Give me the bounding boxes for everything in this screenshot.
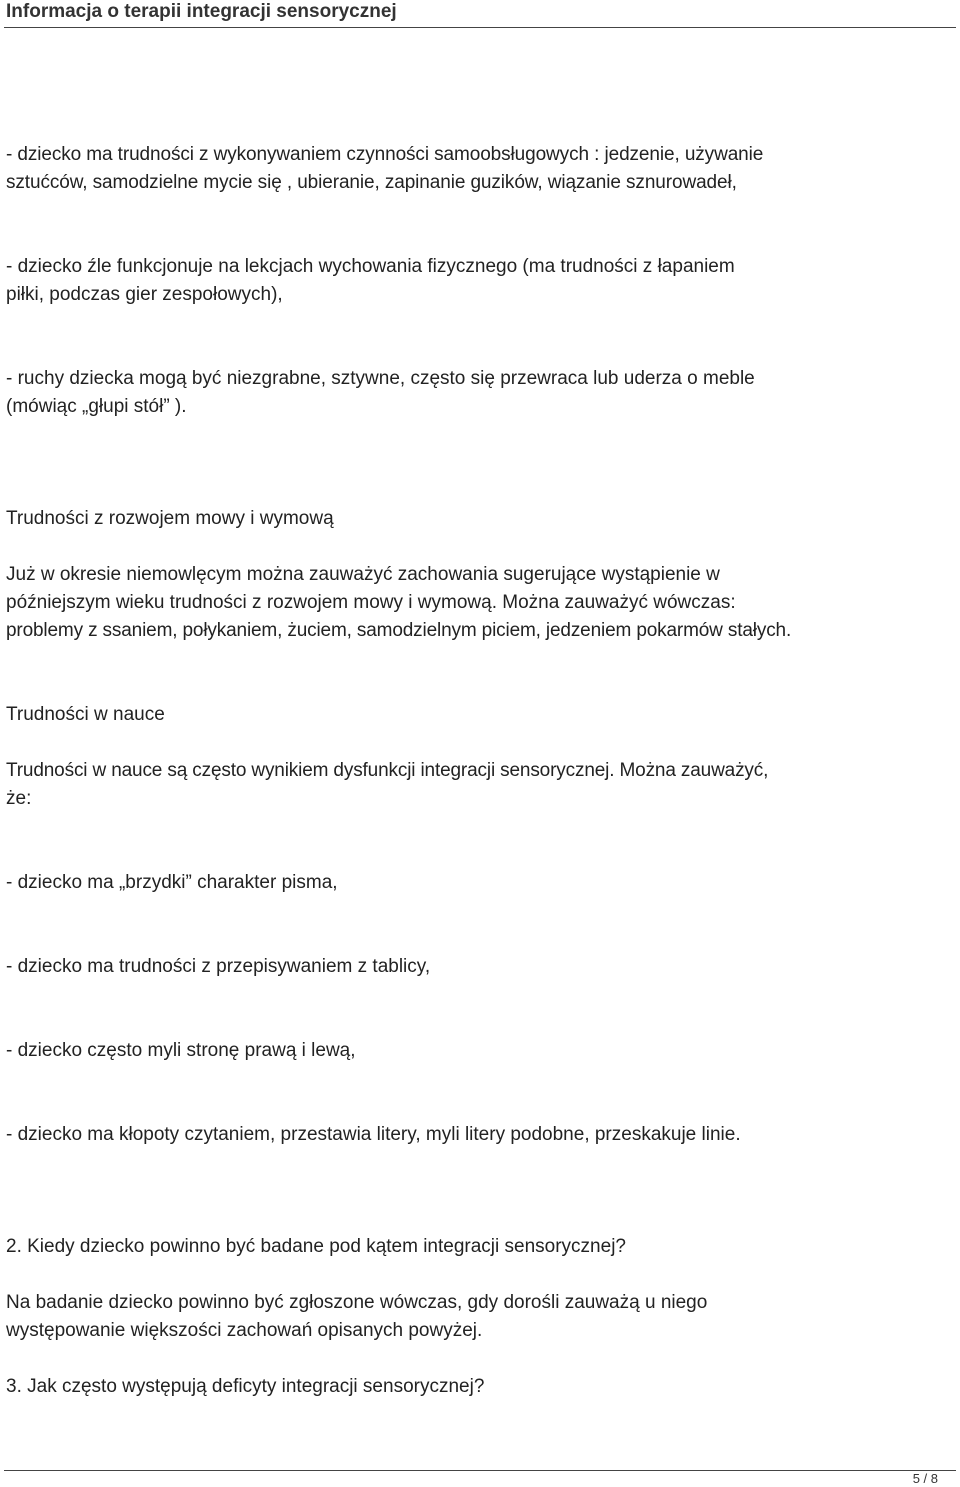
page-number: 5 / 8 — [912, 1471, 938, 1486]
paragraph-line: że: — [6, 788, 32, 809]
list-item-handwriting — [6, 869, 956, 897]
list-item-line: - ruchy dziecka mogą być niezgrabne, sztywne, często się przewraca lub uderza o meble — [6, 368, 755, 389]
paragraph-line: późniejszym wieku trudności z rozwojem mowy i wymową. Można zauważyć wówczas: — [6, 592, 736, 613]
question-2 — [6, 1233, 956, 1261]
list-item-reading — [6, 1121, 956, 1149]
answer-2 — [6, 1289, 956, 1345]
heading-text: Trudności z rozwojem mowy i wymową — [6, 508, 334, 529]
paragraph-line: problemy z ssaniem, połykaniem, żuciem, samodzielnym piciem, jedzeniem pokarmów stałych. — [6, 620, 792, 641]
section-heading-learning — [6, 701, 956, 729]
list-item-line: (mówiąc „głupi stół” ). — [6, 396, 187, 417]
paragraph-line: występowanie większości zachowań opisanych powyżej. — [6, 1320, 483, 1341]
paragraph-line: Już w okresie niemowlęcym można zauważyć zachowania sugerujące wystąpienie w — [6, 564, 720, 585]
footer-divider — [4, 1470, 956, 1471]
list-item-line: sztućców, samodzielne mycie się , ubieranie, zapinanie guzików, wiązanie sznurowadeł, — [6, 172, 737, 193]
list-item-left-right — [6, 1037, 956, 1065]
list-item-line: - dziecko często myli stronę prawą i lewą, — [6, 1040, 356, 1061]
list-item-clumsy-movements — [6, 365, 956, 421]
list-item-line: piłki, podczas gier zespołowych), — [6, 284, 283, 305]
list-item-self-care — [6, 141, 956, 197]
question-3 — [6, 1373, 956, 1401]
paragraph-learning — [6, 757, 956, 813]
question-text: 2. Kiedy dziecko powinno być badane pod kątem integracji sensorycznej? — [6, 1236, 626, 1257]
list-item-line: - dziecko ma trudności z wykonywaniem czynności samoobsługowych : jedzenie, używanie — [6, 144, 764, 165]
list-item-copying — [6, 953, 956, 981]
header-divider — [4, 27, 956, 28]
paragraph-line: Trudności w nauce są często wynikiem dysfunkcji integracji sensorycznej. Można zauważyć, — [6, 760, 769, 781]
question-text: 3. Jak często występują deficyty integracji sensorycznej? — [6, 1376, 485, 1397]
section-heading-speech — [6, 505, 956, 533]
list-item-line: - dziecko ma kłopoty czytaniem, przestawia litery, myli litery podobne, przeskakuje linie. — [6, 1124, 741, 1145]
heading-text: Trudności w nauce — [6, 704, 165, 725]
list-item-line: - dziecko ma trudności z przepisywaniem z tablicy, — [6, 956, 431, 977]
document-header-title: Informacja o terapii integracji sensorycznej — [6, 1, 397, 22]
list-item-line: - dziecko ma „brzydki” charakter pisma, — [6, 872, 338, 893]
list-item-line: - dziecko źle funkcjonuje na lekcjach wychowania fizycznego (ma trudności z łapaniem — [6, 256, 735, 277]
paragraph-line: Na badanie dziecko powinno być zgłoszone wówczas, gdy dorośli zauważą u niego — [6, 1292, 708, 1313]
paragraph-speech — [6, 561, 956, 645]
list-item-physical-education — [6, 253, 956, 309]
